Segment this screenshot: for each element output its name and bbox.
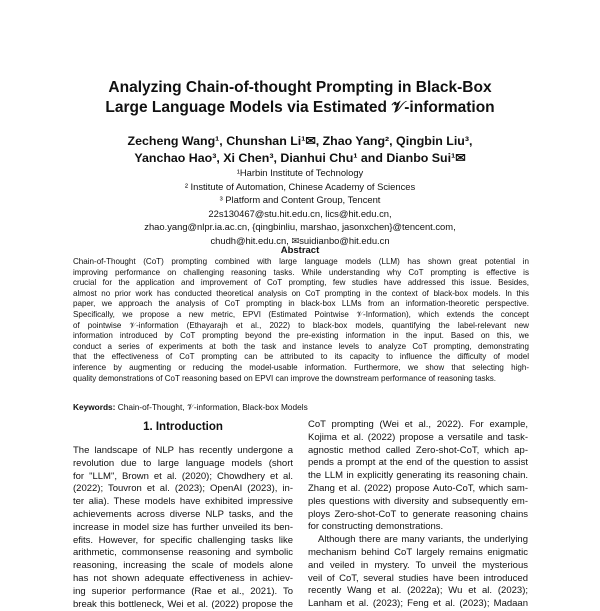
- section-heading-introduction: 1. Introduction: [143, 421, 223, 433]
- body-line: mechanism behind CoT largely remains enigmatic: [308, 546, 528, 558]
- abstract-line: almost no prior work has conducted theoretical analysis on CoT prompting in the context of black-box models. In this: [73, 288, 529, 298]
- abstract-line: that the effectiveness of CoT prompting can be attributed to its capacity to influence the difficulty of model: [73, 352, 529, 362]
- affiliation-line: ³ Platform and Content Group, Tencent: [219, 194, 381, 206]
- right-column: [308, 419, 528, 611]
- keywords-text: Chain-of-Thought, 𝒱-information, Black-box Models: [117, 402, 308, 412]
- body-line: reasoning, increasing the scale of models alone: [73, 560, 293, 572]
- authors-line-1: Zecheng Wang¹, Chunshan Li¹✉, Zhao Yang², Qingbin Liu³,: [127, 134, 473, 148]
- body-line: arithmetic, commonsense reasoning and symbolic: [73, 547, 293, 559]
- abstract-line: improving performance on challenging reasoning tasks. While understanding why CoT prompting is effective is: [73, 267, 529, 277]
- author-list: [0, 133, 600, 167]
- body-line: Zhang et al. (2022) propose Auto-CoT, which sam-: [308, 482, 528, 494]
- keywords: [73, 402, 308, 413]
- authors-line-2: Yanchao Hao³, Xi Chen³, Dianhui Chu¹ and Dianbo Sui¹✉: [134, 151, 466, 165]
- body-line: has not shown adequate effectiveness in achiev-: [73, 572, 293, 584]
- body-line: for constructing demonstrations.: [308, 521, 444, 533]
- left-column: [73, 445, 293, 611]
- body-line: efits. However, for specific challenging tasks like: [73, 534, 293, 546]
- paper-title: [0, 78, 600, 118]
- body-line: break this bottleneck, Wei et al. (2022) propose the: [73, 598, 293, 610]
- body-line: Kojima et al. (2022) propose a versatile and task-: [308, 431, 528, 443]
- body-line: the LLM in explicitly generating its reasoning chain.: [308, 470, 528, 482]
- title-line-1: Analyzing Chain-of-thought Prompting in Black-Box: [108, 79, 492, 96]
- abstract-line: paper, we approach the analysis of CoT prompting in black-box LLMs from an information-theoretic perspective.: [73, 299, 529, 309]
- abstract-body: [73, 257, 529, 384]
- body-line: recently Wang et al. (2022a); Wu et al. (2023);: [308, 585, 528, 597]
- body-line: CoT prompting (Wei et al., 2022). For example,: [308, 419, 528, 430]
- body-line: (2022); Touvron et al. (2023); OpenAI (2023), in-: [73, 483, 293, 495]
- abstract-line: quality demonstrations of CoT reasoning based on EPVI can improve the downstream performance of reasoning tasks.: [73, 373, 496, 383]
- body-line: increase in model size has further unveiled its ben-: [73, 521, 293, 533]
- abstract-line: Chain-of-Thought (CoT) prompting combined with large language models (LLM) has shown great potential in: [73, 257, 529, 266]
- body-line: Lanham et al. (2023); Feng et al. (2023); Madaan: [308, 598, 528, 610]
- body-line: ter alia). These models have exhibited impressive: [73, 496, 293, 508]
- body-line: revolution due to large language models (short: [73, 457, 293, 469]
- body-line: ples questions with diversity and subsequently em-: [308, 495, 528, 507]
- abstract-line: of pointwise 𝒱-information (Ethayarajh et al., 2022) to black-box models, quantifying the label-relevant new: [73, 320, 529, 330]
- body-line: for "LLM", Brown et al. (2020); Chowdhery et al.: [73, 470, 293, 482]
- body-line: agnostic method called Zero-shot-CoT, which ap-: [308, 444, 528, 456]
- body-line: Although there are many variants, the underlying: [318, 534, 528, 546]
- affiliations: [0, 166, 600, 248]
- body-line: ploys Zero-shot-CoT to generate reasoning chains: [308, 508, 528, 520]
- abstract-line: information introduced by CoT prompting beyond the pre-existing information in the input. Based on this, we: [73, 331, 529, 341]
- abstract-line: conduct a series of experiments at both the task and instance levels to analyze CoT prompting, demonstrating: [73, 341, 529, 351]
- body-line: and veiled in mystery. To unveil the mysterious: [308, 559, 528, 571]
- email-line: 22s130467@stu.hit.edu.cn, lics@hit.edu.cn,: [208, 207, 392, 219]
- affiliation-line: ² Institute of Automation, Chinese Academy of Sciences: [184, 180, 416, 192]
- body-line: achievements across diverse NLP tasks, and the: [73, 508, 293, 520]
- abstract-line: Specifically, we propose a new metric, EPVI (Estimated Pointwise 𝒱-Information), which extends the concept: [73, 309, 529, 319]
- keywords-label: Keywords:: [73, 402, 116, 412]
- body-line: veil of CoT, several studies have been introduced: [308, 572, 528, 584]
- body-line: ing superior performance (Rae et al., 2021). To: [73, 585, 293, 597]
- body-line: pends a prompt at the end of the question to assist: [308, 457, 528, 469]
- abstract-line: crucial for the application and improvement of CoT prompting, few studies have addressed this issue. Besides,: [73, 278, 529, 288]
- affiliation-line: ¹Harbin Institute of Technology: [236, 167, 364, 178]
- body-line: The landscape of NLP has recently undergone a: [73, 445, 293, 456]
- abstract-line: inference by augmenting or reducing the model-usable information. Furthermore, we show that selecting high-: [73, 362, 529, 372]
- email-line: chudh@hit.edu.cn, ✉suidianbo@hit.edu.cn: [210, 234, 390, 246]
- abstract-heading: Abstract: [280, 245, 320, 256]
- email-line: zhao.yang@nlpr.ia.ac.cn, {qingbinliu, marshao, jasonxchen}@tencent.com,: [144, 221, 456, 233]
- title-line-2: Large Language Models via Estimated 𝒱-information: [105, 99, 495, 116]
